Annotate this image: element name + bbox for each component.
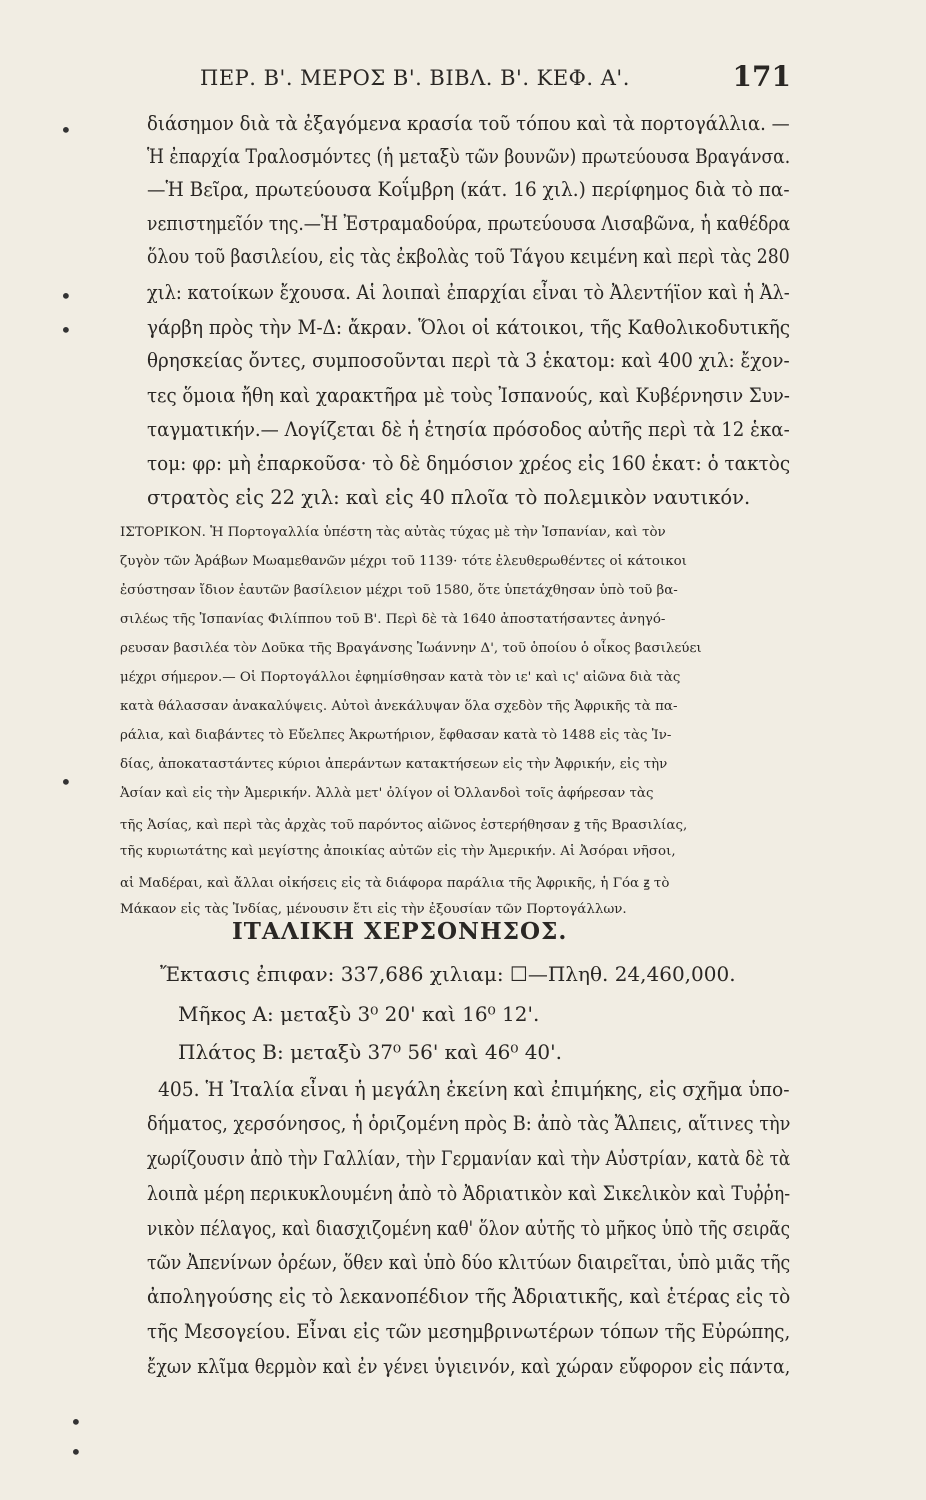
text-line: 405. Ἡ Ἰταλία εἶναι ἡ μεγάλη ἐκείνη καὶ ἐπιμήκης, εἰς σχῆμα ὑπο- — [158, 1078, 790, 1101]
text-line: λοιπὰ μέρη περικυκλουμένη ἀπὸ τὸ Ἀδριατικὸν καὶ Σικελικὸν καὶ Τυῤῥη- — [147, 1182, 791, 1205]
text-line: ἔχων κλῖμα θερμὸν καὶ ἐν γένει ὑγιεινόν, καὶ χώραν εὔφορον εἰς πάντα, — [147, 1355, 791, 1378]
note-line: τῆς Ἀσίας, καὶ περὶ τὰς ἀρχὰς τοῦ παρόντος αἰῶνος ἐστερήθησαν ꙃ τῆς Βρασιλίας, — [120, 818, 688, 833]
text-line: τες ὅμοια ἤθη καὶ χαρακτῆρα μὲ τοὺς Ἰσπανούς, καὶ Κυβέρνησιν Συν- — [147, 384, 790, 407]
text-line: —Ἡ Βεῖρα, πρωτεύουσα Κοΐμβρη (κάτ. 16 χιλ.) περίφημος διὰ τὸ πα- — [147, 178, 790, 201]
page-header — [160, 60, 791, 100]
section-title: ΙΤΑΛΙΚΗ ΧΕΡΣΟΝΗΣΟΣ. — [232, 918, 568, 945]
stat-latitude: Πλάτος Β: μεταξὺ 37⁰ 56' καὶ 46⁰ 40'. — [178, 1040, 563, 1064]
text-line: ὅλου τοῦ βασιλείου, εἰς τὰς ἐκβολὰς τοῦ Τάγου κειμένη καὶ περὶ τὰς 280 — [147, 245, 790, 268]
text-line: χωρίζουσιν ἀπὸ τὴν Γαλλίαν, τὴν Γερμανίαν καὶ τὴν Αὐστρίαν, κατὰ δὲ τὰ — [147, 1147, 791, 1170]
note-line: ΙΣΤΟΡΙΚΟΝ. Ἡ Πορτογαλλία ὑπέστη τὰς αὐτὰς τύχας μὲ τὴν Ἰσπανίαν, καὶ τὸν — [120, 525, 666, 540]
text-line: τῆς Μεσογείου. Εἶναι εἰς τῶν μεσημβρινωτέρων τόπων τῆς Εὐρώπης, — [147, 1320, 791, 1343]
margin-dot-mark: • — [70, 1440, 82, 1464]
note-line: ζυγὸν τῶν Ἀράβων Μωαμεθανῶν μέχρι τοῦ 1139· τότε ἐλευθερωθέντες οἱ κάτοικοι — [120, 554, 687, 569]
note-line: τῆς κυριωτάτης καὶ μεγίστης ἀποικίας αὐτῶν εἰς τὴν Ἀμερικήν. Αἱ Ἀσόραι νῆσοι, — [120, 844, 676, 859]
note-line: Μάκαον εἰς τὰς Ἰνδίας, μένουσιν ἔτι εἰς τὴν ἐξουσίαν τῶν Πορτογάλλων. — [120, 902, 627, 917]
note-line: ρευσαν βασιλέα τὸν Δοῦκα τῆς Βραγάνσης Ἰωάννην Δ', τοῦ ὁποίου ὁ οἶκος βασιλεύει — [120, 641, 702, 656]
margin-dot-mark: • — [60, 118, 72, 142]
text-line: θρησκείας ὄντες, συμποσοῦνται περὶ τὰ 3 ἑκατομ: καὶ 400 χιλ: ἔχον- — [147, 349, 790, 372]
text-line: στρατὸς εἰς 22 χιλ: καὶ εἰς 40 πλοῖα τὸ πολεμικὸν ναυτικόν. — [147, 486, 751, 509]
text-line: γάρβη πρὸς τὴν Μ-Δ: ἄκραν. Ὅλοι οἱ κάτοικοι, τῆς Καθολικοδυτικῆς — [147, 316, 791, 339]
note-line: κατὰ θάλασσαν ἀνακαλύψεις. Αὐτοὶ ἀνεκάλυψαν ὅλα σχεδὸν τῆς Ἀφρικῆς τὰ πα- — [120, 699, 678, 714]
text-line: ἀποληγούσης εἰς τὸ λεκανοπέδιον τῆς Ἀδριατικῆς, καὶ ἑτέρας εἰς τὸ — [147, 1285, 791, 1308]
running-head: ΠΕΡ. Β'. ΜΕΡΟΣ Β'. ΒΙΒΛ. Β'. ΚΕΦ. Α'. — [200, 66, 630, 90]
margin-dot-mark: • — [60, 318, 72, 342]
text-line: χιλ: κατοίκων ἔχουσα. Αἱ λοιπαὶ ἐπαρχίαι εἶναι τὸ Ἀλεντήϊον καὶ ἡ Ἀλ- — [147, 281, 790, 304]
text-line: διάσημον διὰ τὰ ἐξαγόμενα κρασία τοῦ τόπου καὶ τὰ πορτογάλλια. — — [147, 112, 790, 135]
text-line: νικὸν πέλαγος, καὶ διασχιζομένη καθ' ὅλον αὐτῆς τὸ μῆκος ὑπὸ τῆς σειρᾶς — [147, 1217, 791, 1240]
stat-longitude: Μῆκος Α: μεταξὺ 3⁰ 20' καὶ 16⁰ 12'. — [178, 1002, 540, 1026]
note-line: ἐσύστησαν ἴδιον ἑαυτῶν βασίλειον μέχρι τοῦ 1580, ὅτε ὑπετάχθησαν ὑπὸ τοῦ βα- — [120, 583, 678, 598]
note-line: μέχρι σήμερον.— Οἱ Πορτογάλλοι ἐφημίσθησαν κατὰ τὸν ιε' καὶ ις' αἰῶνα διὰ τὰς — [120, 670, 681, 685]
margin-dot-mark: • — [60, 284, 72, 308]
text-line: δήματος, χερσόνησος, ἡ ὁριζομένη πρὸς Β: ἀπὸ τὰς Ἄλπεις, αἵτινες τὴν — [147, 1112, 791, 1135]
text-line: τομ: φρ: μὴ ἐπαρκοῦσα· τὸ δὲ δημόσιον χρέος εἰς 160 ἑκατ: ὁ τακτὸς — [147, 452, 791, 475]
stat-area-population: Ἔκτασις ἐπιφαν: 337,686 χιλιαμ: ☐—Πληθ. 24,460,000. — [160, 962, 736, 986]
text-line: τῶν Ἀπενίνων ὀρέων, ὅθεν καὶ ὑπὸ δύο κλιτύων διαιρεῖται, ὑπὸ μιᾶς τῆς — [147, 1251, 791, 1274]
note-line: δίας, ἀποκαταστάντες κύριοι ἀπεράντων κατακτήσεων εἰς τὴν Ἀφρικήν, εἰς τὴν — [120, 757, 668, 772]
text-line: νεπιστημεῖόν της.—Ἡ Ἐστραμαδούρα, πρωτεύουσα Λισαβῶνα, ἡ καθέδρα — [147, 212, 791, 235]
note-line: σιλέως τῆς Ἰσπανίας Φιλίππου τοῦ Β'. Περὶ δὲ τὰ 1640 ἀποστατήσαντες ἀνηγό- — [120, 612, 666, 627]
note-line: ράλια, καὶ διαβάντες τὸ Εὔελπες Ἀκρωτήριον, ἔφθασαν κατὰ τὸ 1488 εἰς τὰς Ἰν- — [120, 728, 672, 743]
page-number: 171 — [732, 60, 791, 93]
text-line: ταγματικήν.— Λογίζεται δὲ ἡ ἐτησία πρόσοδος αὐτῆς περὶ τὰ 12 ἑκα- — [147, 418, 790, 441]
note-line: αἱ Μαδέραι, καὶ ἄλλαι οἰκήσεις εἰς τὰ διάφορα παράλια τῆς Ἀφρικῆς, ἡ Γόα ꙃ τὸ — [120, 876, 670, 891]
margin-dot-mark: • — [60, 770, 72, 794]
margin-dot-mark: • — [70, 1410, 82, 1434]
text-line: Ἡ ἐπαρχία Τραλοσμόντες (ἡ μεταξὺ τῶν βουνῶν) πρωτεύουσα Βραγάνσα. — [147, 145, 791, 168]
note-line: Ἀσίαν καὶ εἰς τὴν Ἀμερικήν. Ἀλλὰ μετ' ὀλίγον οἱ Ὀλλανδοὶ τοῖς ἀφήρεσαν τὰς — [120, 786, 654, 801]
